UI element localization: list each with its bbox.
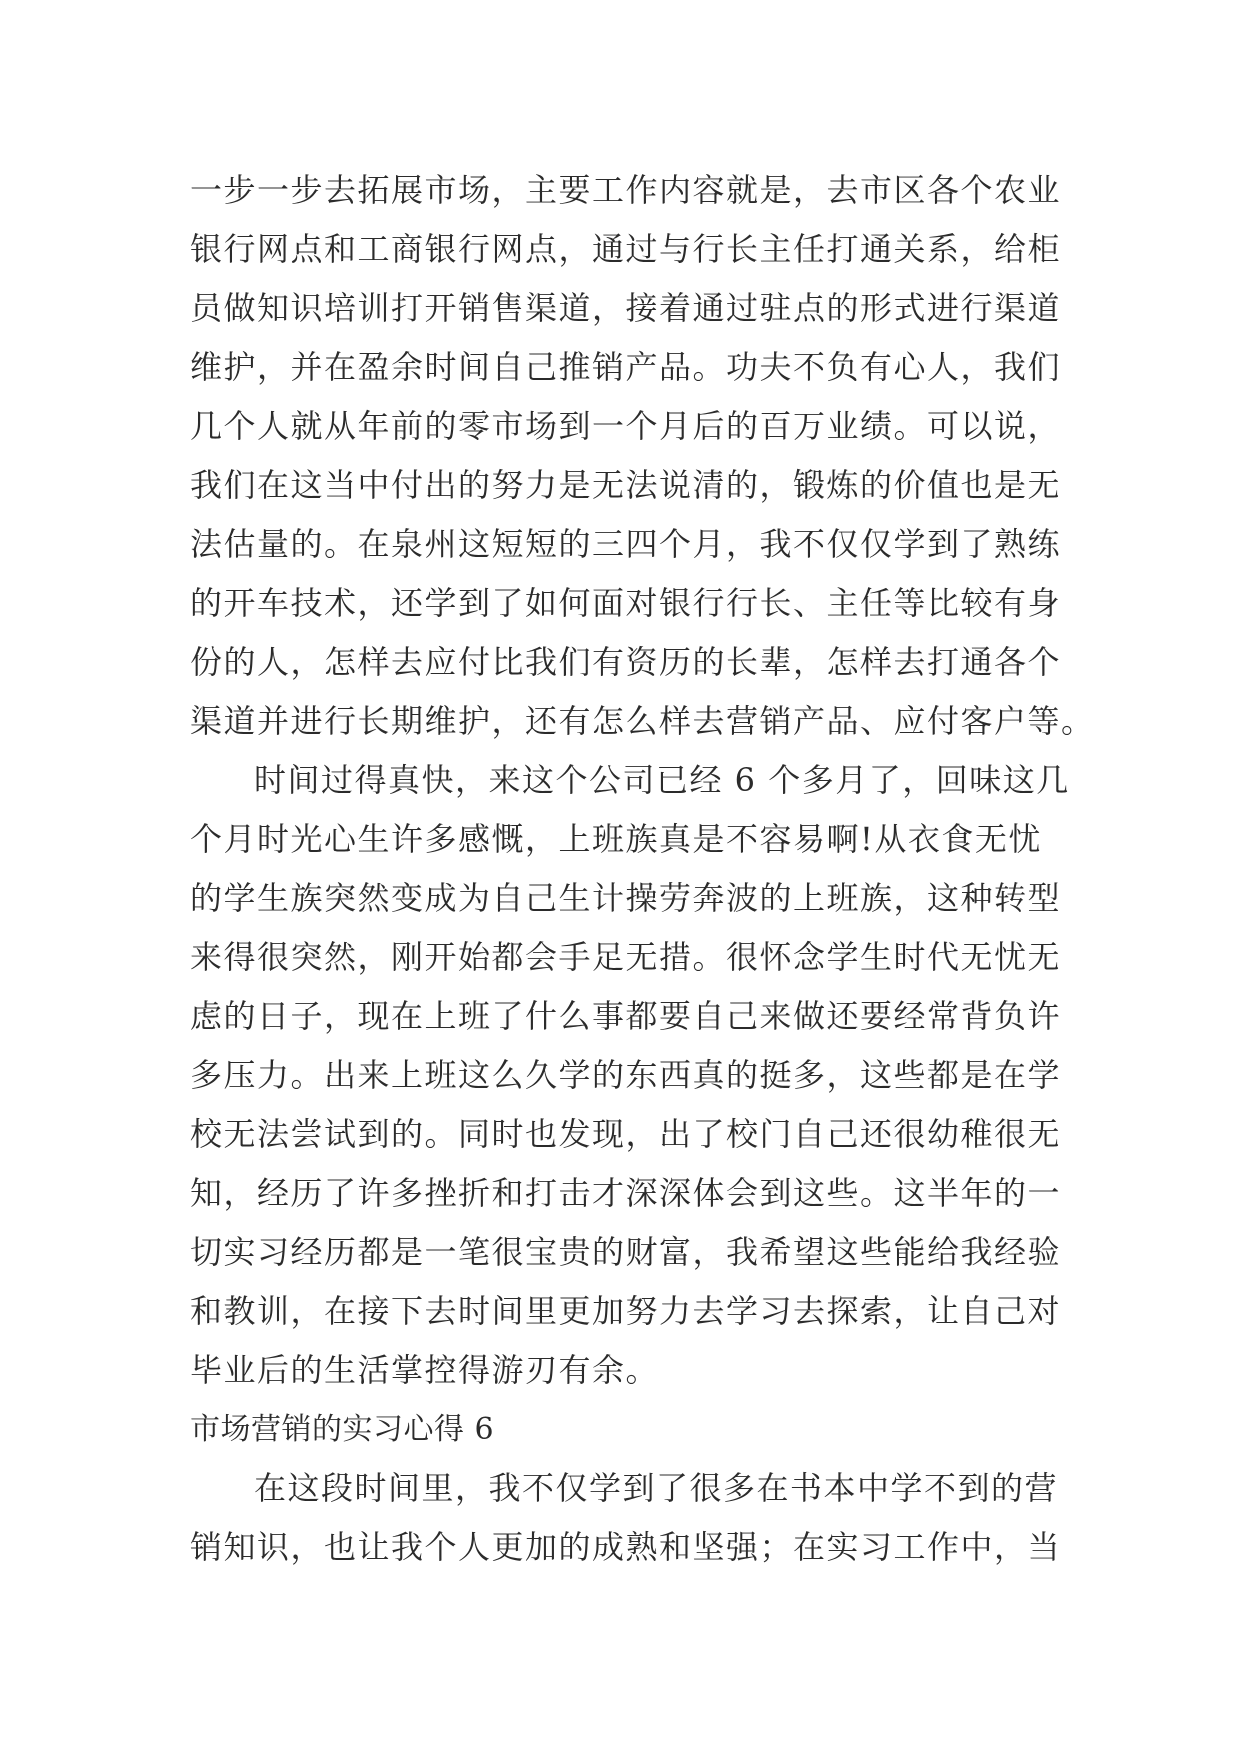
text-line: 我们在这当中付出的努力是无法说清的，锻炼的价值也是无 (190, 466, 1062, 504)
text-line: 和教训，在接下去时间里更加努力去学习去探索，让自己对 (190, 1292, 1062, 1330)
text-line: 的开车技术，还学到了如何面对银行行长、主任等比较有身 (190, 584, 1062, 622)
text-line: 银行网点和工商银行网点，通过与行长主任打通关系，给柜 (190, 230, 1062, 268)
text-line: 渠道并进行长期维护，还有怎么样去营销产品、应付客户等。 (190, 702, 1095, 740)
text-line: 份的人，怎样去应付比我们有资历的长辈，怎样去打通各个 (190, 643, 1062, 681)
text-line: 员做知识培训打开销售渠道，接着通过驻点的形式进行渠道 (190, 289, 1062, 327)
text-line: 毕业后的生活掌控得游刃有余。 (190, 1351, 660, 1389)
paragraph-first-line: 时间过得真快，来这个公司已经 6 个多月了，回味这几 (254, 761, 1070, 799)
paragraph-first-line: 在这段时间里，我不仅学到了很多在书本中学不到的营 (254, 1469, 1059, 1507)
text-line: 校无法尝试到的。同时也发现，出了校门自己还很幼稚很无 (190, 1115, 1062, 1153)
text-line: 个月时光心生许多感慨，上班族真是不容易啊!从衣食无忧 (190, 820, 1042, 858)
text-line: 一步一步去拓展市场，主要工作内容就是，去市区各个农业 (190, 171, 1062, 209)
document-body (190, 161, 1095, 1577)
text-line: 几个人就从年前的零市场到一个月后的百万业绩。可以说， (190, 407, 1062, 445)
text-line: 知，经历了许多挫折和打击才深深体会到这些。这半年的一 (190, 1174, 1062, 1212)
text-line: 的学生族突然变成为自己生计操劳奔波的上班族，这种转型 (190, 879, 1062, 917)
text-line: 多压力。出来上班这么久学的东西真的挺多，这些都是在学 (190, 1056, 1062, 1094)
section-heading: 市场营销的实习心得 6 (190, 1412, 495, 1447)
text-line: 销知识，也让我个人更加的成熟和坚强；在实习工作中，当 (190, 1528, 1062, 1566)
text-line: 来得很突然，刚开始都会手足无措。很怀念学生时代无忧无 (190, 938, 1062, 976)
text-line: 切实习经历都是一笔很宝贵的财富，我希望这些能给我经验 (190, 1233, 1062, 1271)
text-line: 虑的日子，现在上班了什么事都要自己来做还要经常背负许 (190, 997, 1062, 1035)
text-line: 法估量的。在泉州这短短的三四个月，我不仅仅学到了熟练 (190, 525, 1062, 563)
text-line: 维护，并在盈余时间自己推销产品。功夫不负有心人，我们 (190, 348, 1062, 386)
